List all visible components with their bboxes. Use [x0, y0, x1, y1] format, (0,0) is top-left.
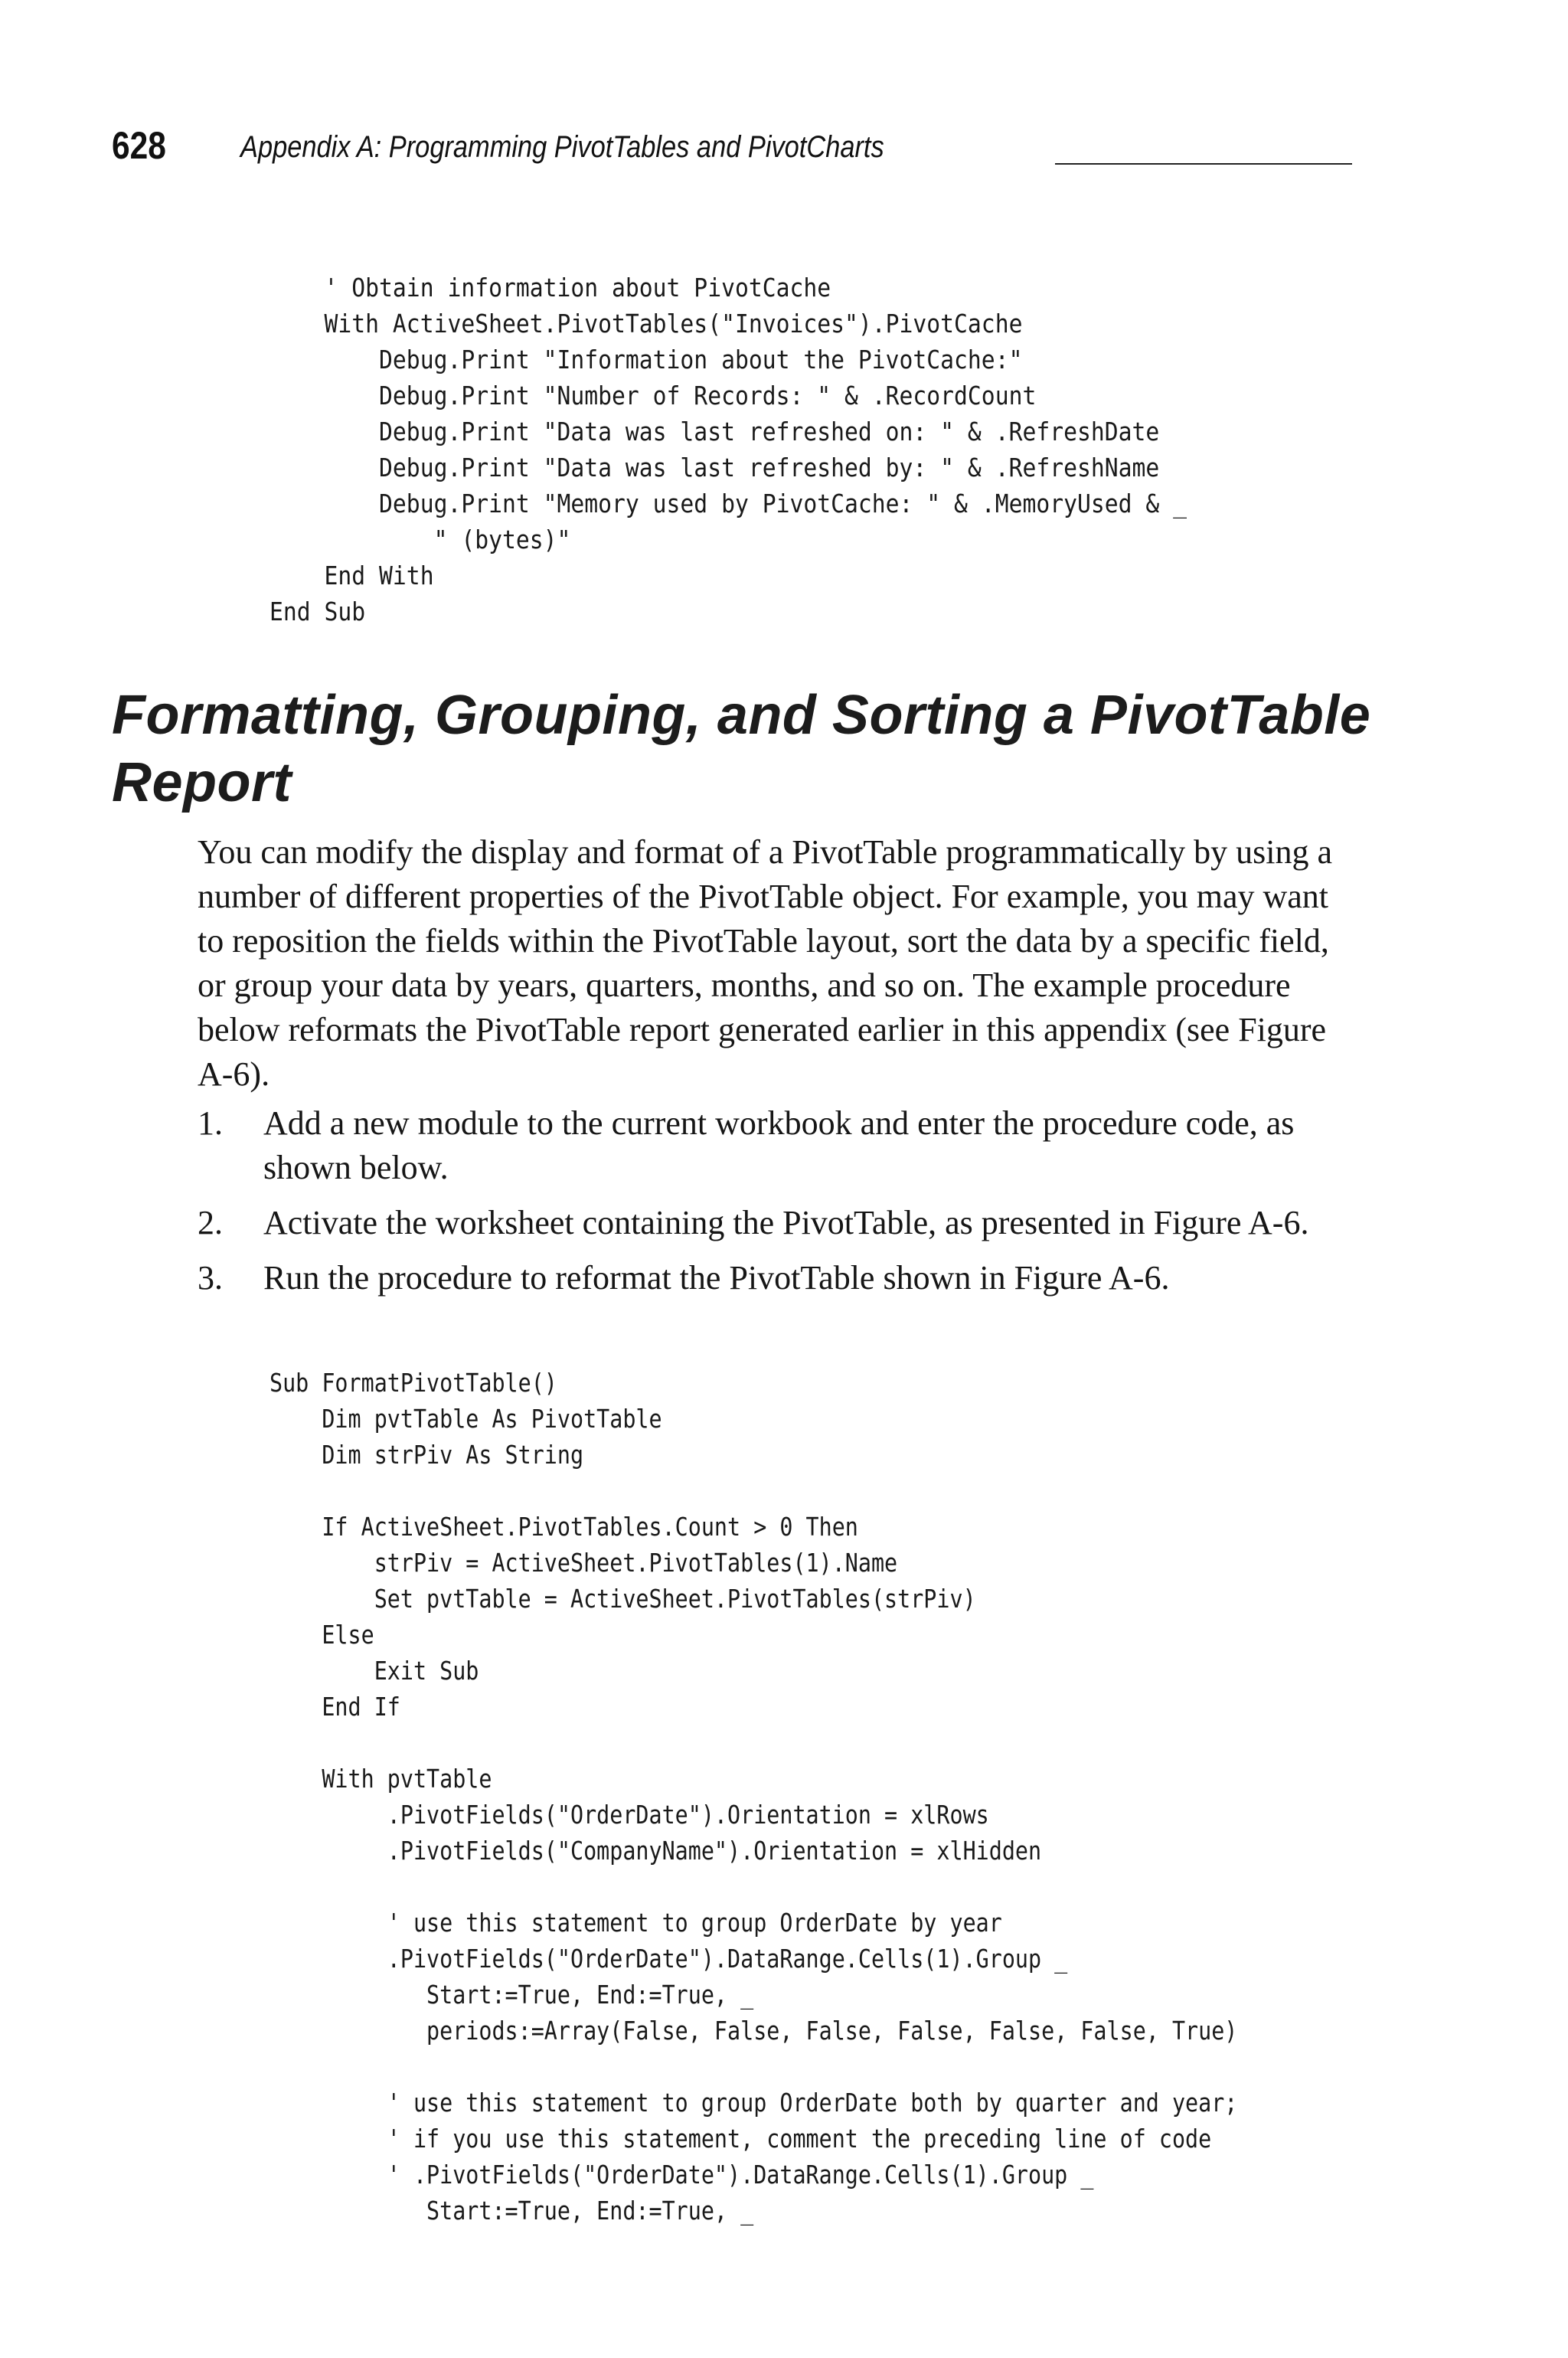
list-item — [198, 1101, 1346, 1190]
running-head: Appendix A: Programming PivotTables and PivotCharts — [240, 130, 884, 164]
step-number: 1. — [198, 1104, 223, 1142]
code-listing-format-pivottable: Sub FormatPivotTable() Dim pvtTable As PivotTable Dim strPiv As String If ActiveSheet.PivotTables.Count > 0 Then strPiv = ActiveSheet.PivotTables(1).Name Set pvtTable = ActiveSheet.PivotTables(strPiv) Else Exit Sub End If With pvtTable .PivotFields("OrderDate").Orientation = xlRows .PivotFields("CompanyName").Orientation = xlHidden ' use this statement to group OrderDate by year .PivotFields("OrderDate").DataRange.Cells(1).Group _ Start:=True, End:=True, _ periods:=Array(False, False, False, False, False, False, True) ' use this statement to group OrderDate both by quarter and year; ' if you use this statement, comment the preceding line of code ' .PivotFields("OrderDate").DataRange.Cells(1).Group _ Start:=True, End:=True, _ — [270, 1368, 1238, 2226]
step-text: Add a new module to the current workbook and enter the procedure code, as shown below. — [263, 1104, 1295, 1186]
step-text: Activate the worksheet containing the PivotTable, as presented in Figure A-6. — [263, 1204, 1309, 1241]
list-item — [198, 1256, 1346, 1300]
step-number: 3. — [198, 1259, 223, 1297]
page-header — [112, 123, 1352, 168]
section-title: Formatting, Grouping, and Sorting a PivotTable Report — [112, 685, 1371, 813]
intro-paragraph: You can modify the display and format of a PivotTable programmatically by using a number of different properties of the PivotTable object. For example, you may want to reposition the fields within the PivotTable layout, sort the data by a specific field, or group your data by years, quarters, months, and so on. The example procedure below reformats the PivotTable report generated earlier in this appendix (see Figure A-6). — [198, 833, 1333, 1093]
step-text: Run the procedure to reformat the PivotTable shown in Figure A-6. — [263, 1259, 1170, 1297]
header-rule — [1055, 163, 1352, 165]
step-number: 2. — [198, 1204, 223, 1241]
page-number: 628 — [112, 124, 166, 167]
procedure-steps — [198, 1101, 1346, 1311]
code-listing-pivotcache-info: ' Obtain information about PivotCache With ActiveSheet.PivotTables("Invoices").PivotCache Debug.Print "Information about the PivotCache:" Debug.Print "Number of Records: " & .RecordCount Debug.Print "Data was last refreshed on: " & .RefreshDate Debug.Print "Data was last refreshed by: " & .RefreshName Debug.Print "Memory used by PivotCache: " & .MemoryUsed & _ " (bytes)" End With End Sub — [270, 273, 1187, 626]
list-item — [198, 1201, 1346, 1245]
